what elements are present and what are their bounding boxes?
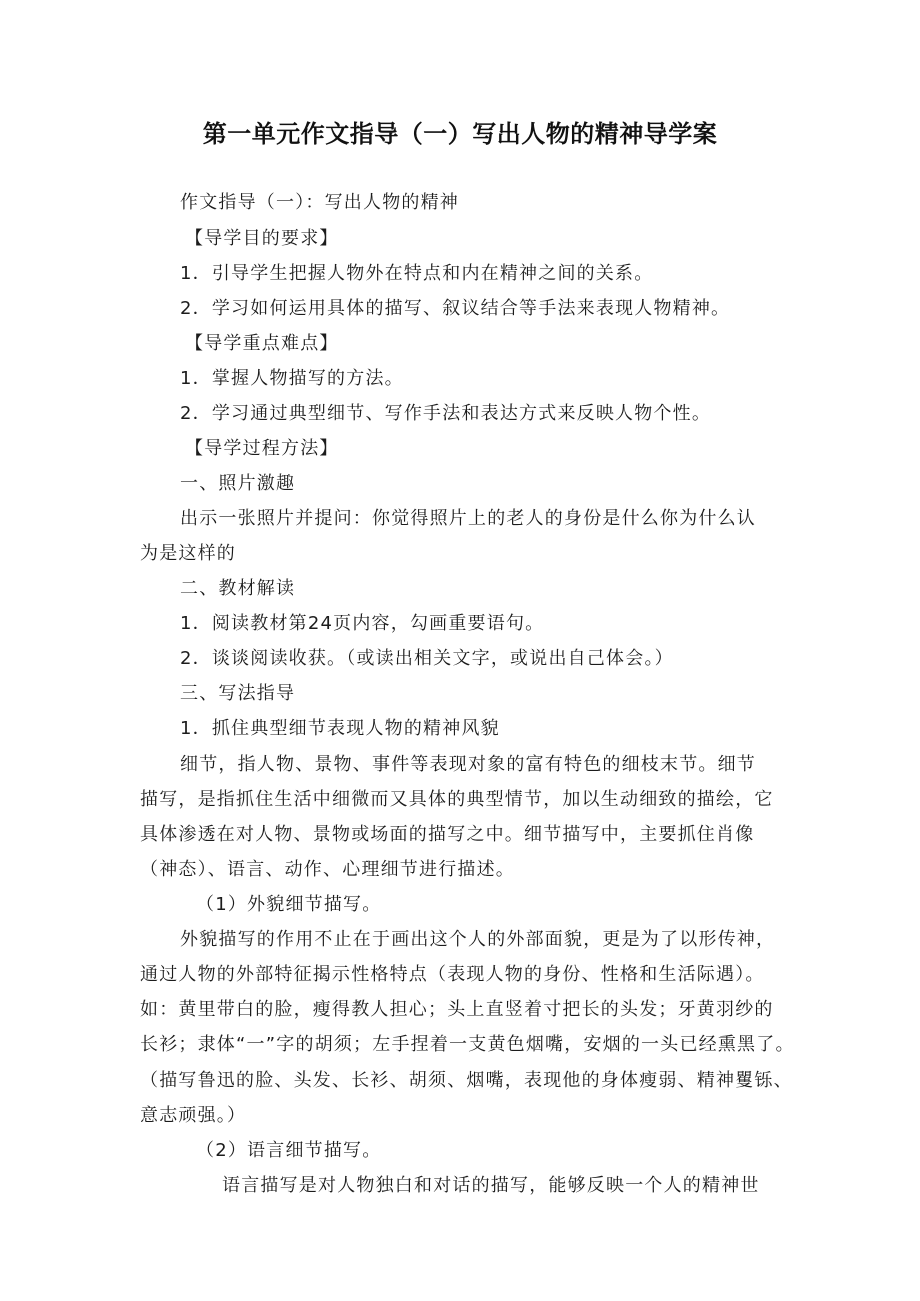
page-title: 第一单元作文指导（一）写出人物的精神导学案 <box>202 120 718 148</box>
paragraph-line: 描写，是指抓住生活中细微而又具体的典型情节，加以生动细致的描绘，它 <box>140 789 774 810</box>
sub-heading-appearance: （1）外貌细节描写。 <box>196 894 382 915</box>
list-item: 1．抓住典型细节表现人物的精神风貌 <box>180 718 500 739</box>
step-heading-3: 三、写法指导 <box>180 683 296 704</box>
section-heading-key-points: 【导学重点难点】 <box>185 333 339 354</box>
paragraph-line: 语言描写是对人物独白和对话的描写，能够反映一个人的精神世 <box>222 1175 760 1196</box>
section-heading-process: 【导学过程方法】 <box>185 438 339 459</box>
step-heading-2: 二、教材解读 <box>180 578 296 599</box>
paragraph-line: 意志顽强。） <box>140 1105 247 1126</box>
paragraph-line: 长衫；隶体“一”字的胡须；左手捏着一支黄色烟嘴，安烟的一头已经熏黑了。 <box>140 1034 795 1055</box>
paragraph-line: 出示一张照片并提问：你觉得照片上的老人的身份是什么你为什么认 <box>180 508 756 529</box>
paragraph-line: 通过人物的外部特征揭示性格特点（表现人物的身份、性格和生活际遇）。 <box>140 964 765 985</box>
subtitle-line: 作文指导（一）：写出人物的精神 <box>180 192 459 213</box>
key-point-item-2: 2．学习通过典型细节、写作手法和表达方式来反映人物个性。 <box>180 403 712 424</box>
step-heading-1: 一、照片激趣 <box>180 473 296 494</box>
goal-item-1: 1．引导学生把握人物外在特点和内在精神之间的关系。 <box>180 263 654 284</box>
goal-item-2: 2．学习如何运用具体的描写、叙议结合等手法来表现人物精神。 <box>180 298 731 319</box>
paragraph-line: 如：黄里带白的脸，瘦得教人担心；头上直竖着寸把长的头发；牙黄羽纱的 <box>140 999 774 1020</box>
paragraph-line: 细节，指人物、景物、事件等表现对象的富有特色的细枝末节。细节 <box>180 754 756 775</box>
sub-heading-language: （2）语言细节描写。 <box>196 1140 382 1161</box>
paragraph-line: 为是这样的 <box>140 543 236 564</box>
paragraph-line: （神态）、语言、动作、心理细节进行描述。 <box>140 859 515 880</box>
key-point-item-1: 1．掌握人物描写的方法。 <box>180 368 404 389</box>
list-item: 2．谈谈阅读收获。（或读出相关文字，或说出自己体会。） <box>180 648 674 669</box>
paragraph-line: 具体渗透在对人物、景物或场面的描写之中。细节描写中，主要抓住肖像 <box>140 824 755 845</box>
section-heading-goals: 【导学目的要求】 <box>185 228 339 249</box>
paragraph-line: （描写鲁迅的脸、头发、长衫、胡须、烟嘴，表现他的身体瘦弱、精神矍铄、 <box>140 1070 793 1091</box>
paragraph-line: 外貌描写的作用不止在于画出这个人的外部面貌，更是为了以形传神， <box>180 929 776 950</box>
list-item: 1．阅读教材第24页内容，勾画重要语句。 <box>180 613 545 634</box>
